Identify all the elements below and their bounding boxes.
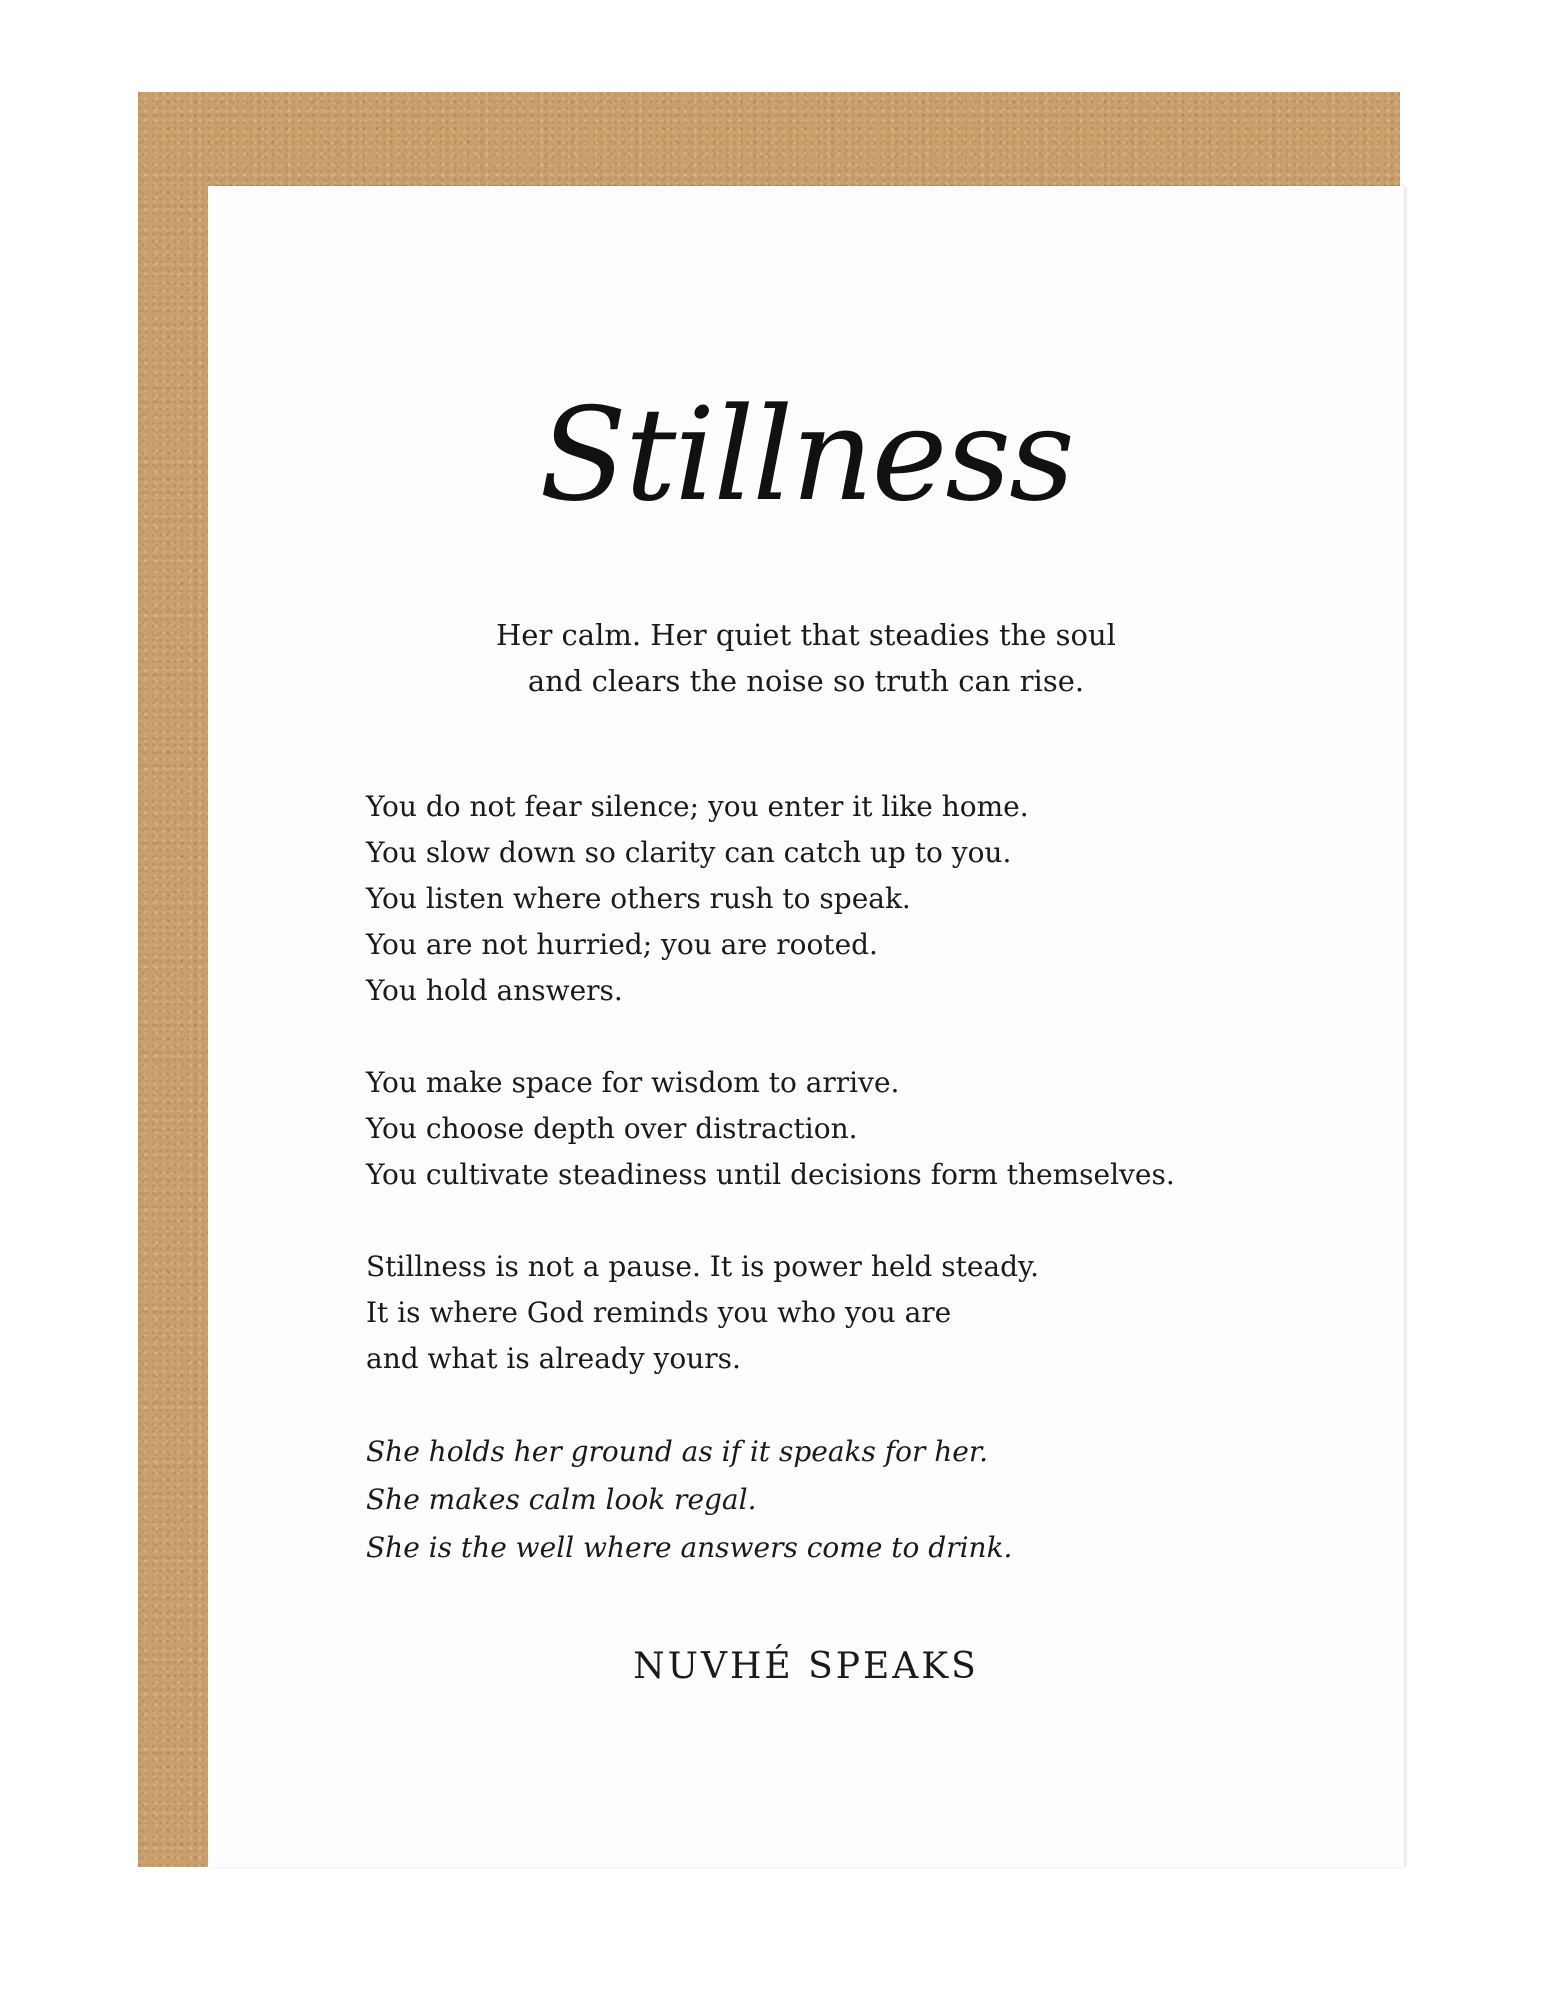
poem-line: You listen where others rush to speak.	[366, 882, 911, 915]
stanza-2	[366, 1060, 1366, 1198]
closing-line: She makes calm look regal.	[366, 1483, 757, 1516]
poem-body	[366, 784, 1366, 1618]
closing-stanza	[366, 1428, 1366, 1572]
poem-line: Stillness is not a pause. It is power held steady.	[366, 1250, 1040, 1283]
stanza-1	[366, 784, 1366, 1014]
poem-line: and what is already yours.	[366, 1342, 741, 1375]
card-title: Stillness	[539, 381, 1073, 530]
poem-line: It is where God reminds you who you are	[366, 1296, 952, 1329]
poem-line: You cultivate steadiness until decisions form themselves.	[366, 1158, 1175, 1191]
poem-line: You make space for wisdom to arrive.	[366, 1066, 900, 1099]
poem-line: You do not fear silence; you enter it like home.	[366, 790, 1029, 823]
subtitle-line: Her calm. Her quiet that steadies the soul	[496, 618, 1116, 652]
closing-line: She holds her ground as if it speaks for her.	[366, 1435, 989, 1468]
poem-line: You hold answers.	[366, 974, 623, 1007]
poem-card	[208, 186, 1404, 1867]
closing-line: She is the well where answers come to drink.	[366, 1531, 1013, 1564]
stanza-3	[366, 1244, 1366, 1382]
poem-line: You are not hurried; you are rooted.	[366, 928, 878, 961]
poem-line: You slow down so clarity can catch up to you.	[366, 836, 1012, 869]
card-subtitle	[208, 612, 1404, 704]
author-signature: NUVHÉ SPEAKS	[633, 1646, 979, 1687]
poem-line: You choose depth over distraction.	[366, 1112, 858, 1145]
subtitle-line: and clears the noise so truth can rise.	[527, 664, 1085, 698]
